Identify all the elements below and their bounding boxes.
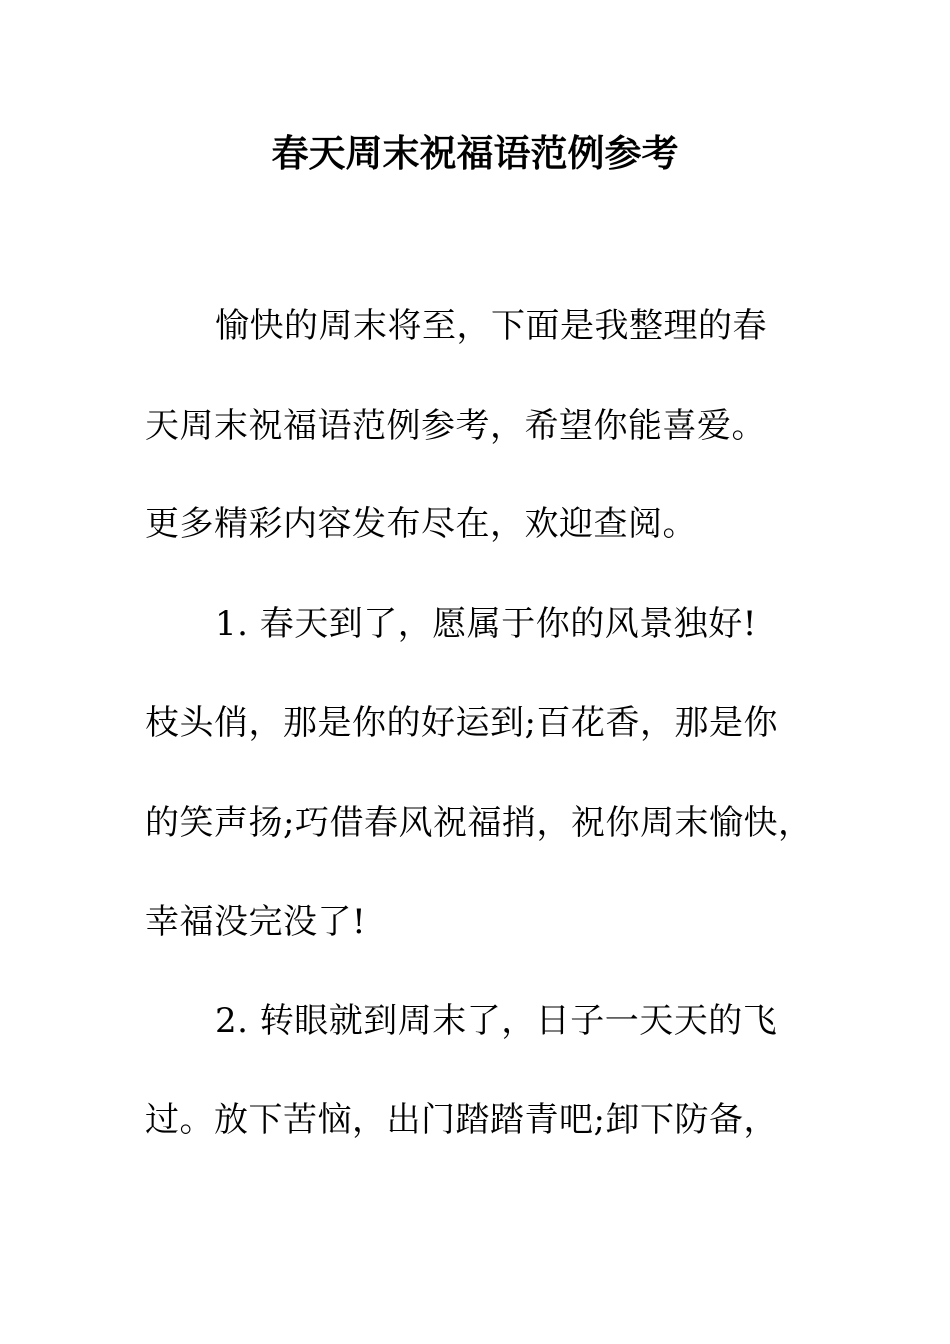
paragraph-line: 的笑声扬;巧借春风祝福捎，祝你周末愉快， (145, 803, 813, 843)
paragraph-line: 愉快的周末将至，下面是我整理的春 (215, 306, 767, 346)
paragraph-line: 幸福没完没了! (145, 902, 367, 942)
page-title: 春天周末祝福语范例参考 (271, 131, 679, 175)
paragraph-line: 枝头俏，那是你的好运到;百花香，那是你 (145, 703, 778, 743)
paragraph-line: 天周末祝福语范例参考，希望你能喜爱。 (145, 406, 766, 446)
paragraph-line: 过。放下苦恼，出门踏踏青吧;卸下防备， (145, 1100, 778, 1140)
paragraph-line: 更多精彩内容发布尽在，欢迎查阅。 (145, 504, 697, 544)
paragraph-line: 1. 春天到了，愿属于你的风景独好! (215, 604, 757, 644)
paragraph-line: 2. 转眼就到周末了，日子一天天的飞 (215, 1001, 778, 1041)
